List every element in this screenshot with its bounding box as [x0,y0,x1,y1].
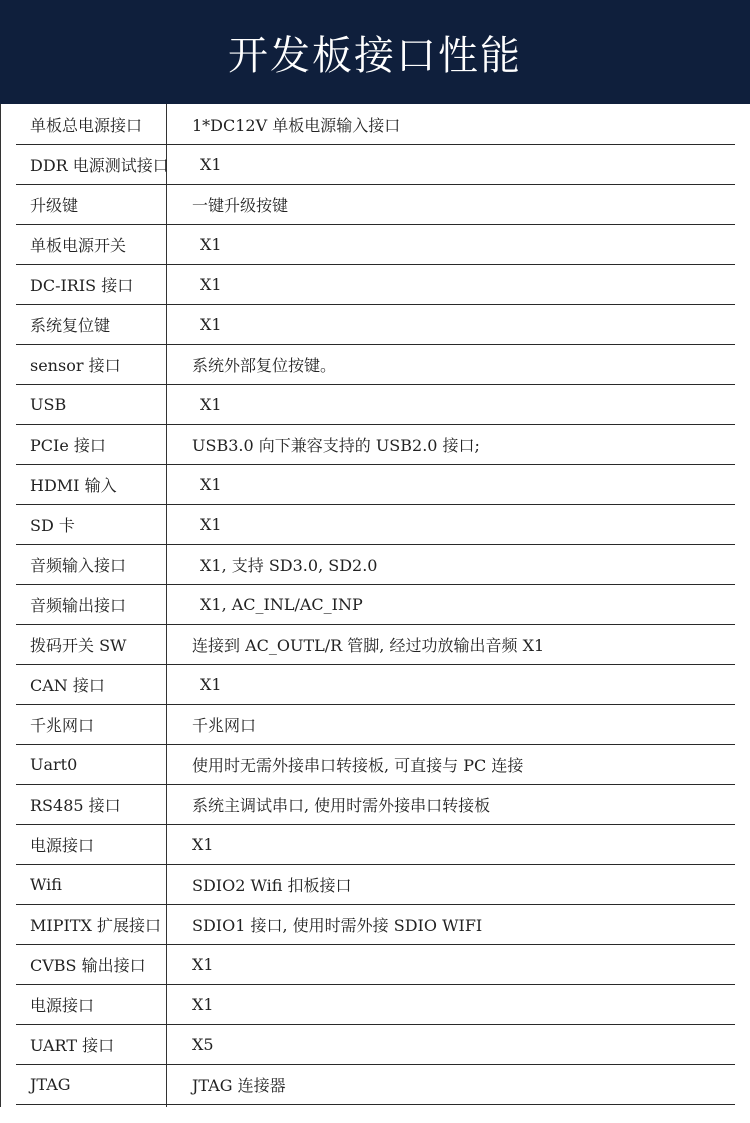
interface-value: USB3.0 向下兼容支持的 USB2.0 接口; [192,435,480,455]
interface-name: DC-IRIS 接口 [30,275,134,295]
interface-name: 电源接口 [30,995,95,1015]
interface-name: 单板总电源接口 [30,115,143,135]
interface-spec-table [0,104,750,1104]
interface-value: X1 [200,674,222,694]
interface-value: X1 [200,274,222,294]
interface-value: 1*DC12V 单板电源输入接口 [192,115,401,135]
table-row [0,944,750,984]
interface-name: DDR 电源测试接口 [30,155,169,175]
interface-value: X1 [200,394,222,414]
interface-value: 一键升级按键 [192,195,289,215]
page-title: 开发板接口性能 [228,32,522,79]
interface-value: X1 [192,954,214,974]
interface-name: 音频输入接口 [30,555,127,575]
table-row [0,104,750,144]
table-row [0,344,750,384]
table-row [0,744,750,784]
interface-name: 千兆网口 [30,715,95,735]
table-row [0,904,750,944]
interface-value: 千兆网口 [192,715,257,735]
table-row [0,1024,750,1064]
row-divider [16,1104,735,1105]
interface-value: X1 [192,994,214,1014]
interface-name: CVBS 输出接口 [30,955,146,975]
interface-name: Uart0 [30,754,78,774]
interface-value: 系统外部复位按键。 [192,355,337,375]
interface-value: X1, 支持 SD3.0, SD2.0 [200,555,378,575]
interface-value: X1 [192,834,214,854]
interface-name: Wifi [30,874,62,894]
interface-value: SDIO2 Wifi 扣板接口 [192,875,352,895]
title-banner [0,0,750,104]
table-row [0,184,750,224]
interface-value: X1 [200,154,222,174]
table-row [0,704,750,744]
interface-name: 升级键 [30,195,79,215]
table-row [0,504,750,544]
table-row [0,264,750,304]
interface-name: 系统复位键 [30,315,111,335]
interface-name: 拨码开关 SW [30,635,127,655]
interface-value: 连接到 AC_OUTL/R 管脚, 经过功放输出音频 X1 [192,635,545,655]
interface-name: JTAG [30,1074,71,1094]
table-row [0,464,750,504]
interface-name: CAN 接口 [30,675,105,695]
interface-value: X1 [200,234,222,254]
interface-value: X1 [200,474,222,494]
interface-name: USB [30,394,67,414]
interface-value: X1 [200,314,222,334]
interface-name: HDMI 输入 [30,475,117,495]
table-row [0,784,750,824]
table-row [0,304,750,344]
interface-value: SDIO1 接口, 使用时需外接 SDIO WIFI [192,915,483,935]
interface-name: 单板电源开关 [30,235,127,255]
table-row [0,584,750,624]
interface-value: X1 [200,514,222,534]
interface-name: UART 接口 [30,1035,115,1055]
interface-value: X5 [192,1034,214,1054]
interface-name: sensor 接口 [30,355,121,375]
table-row [0,824,750,864]
table-row [0,984,750,1024]
table-row [0,384,750,424]
table-row [0,544,750,584]
interface-name: SD 卡 [30,515,75,535]
table-row [0,144,750,184]
interface-value: JTAG 连接器 [192,1075,286,1095]
table-row [0,1064,750,1104]
table-row [0,224,750,264]
table-row [0,864,750,904]
interface-name: MIPITX 扩展接口 [30,915,161,935]
table-row [0,664,750,704]
table-row [0,624,750,664]
interface-name: 电源接口 [30,835,95,855]
interface-name: RS485 接口 [30,795,121,815]
interface-value: 使用时无需外接串口转接板, 可直接与 PC 连接 [192,755,524,775]
interface-value: 系统主调试串口, 使用时需外接串口转接板 [192,795,491,815]
table-row [0,424,750,464]
interface-value: X1, AC_INL/AC_INP [200,594,363,614]
interface-name: 音频输出接口 [30,595,127,615]
interface-name: PCIe 接口 [30,435,106,455]
